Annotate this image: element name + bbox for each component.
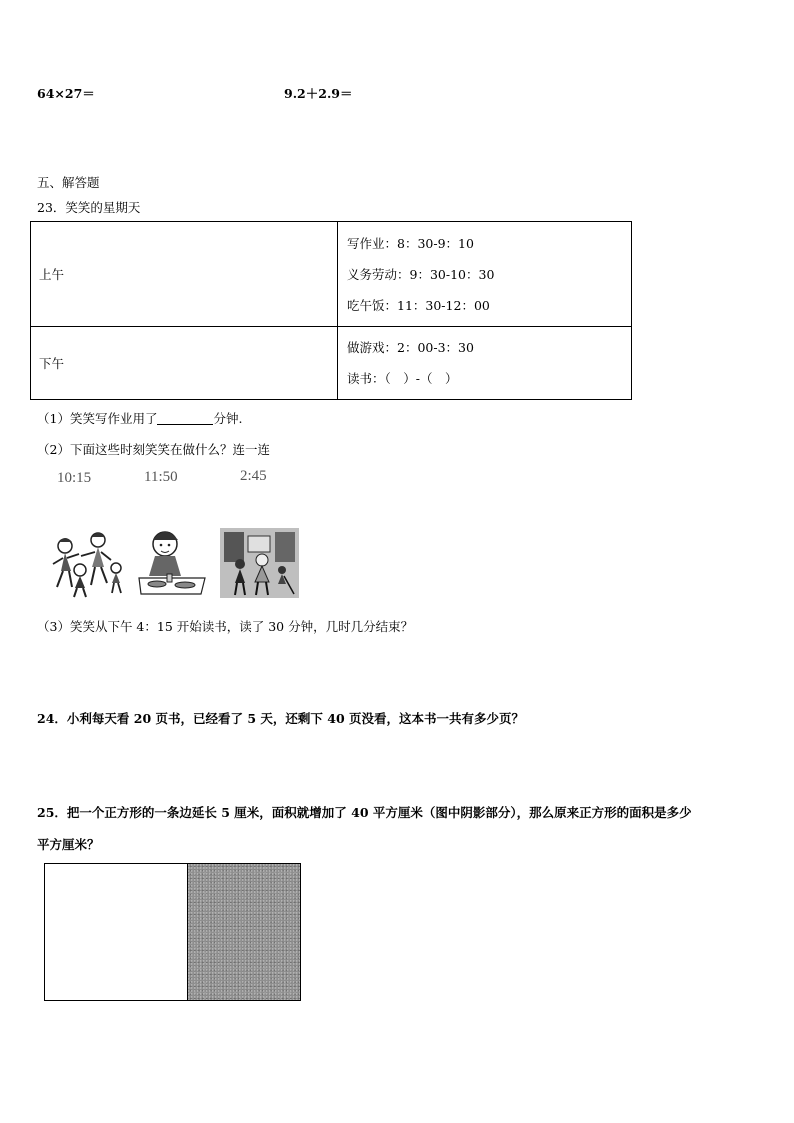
eating-lunch-image — [135, 528, 209, 598]
calc-item-2: 9.2＋2.9＝ — [284, 86, 353, 101]
q23-sub1-unit: 分钟. — [213, 411, 243, 426]
afternoon-label: 下午 — [31, 327, 338, 400]
afternoon-items — [338, 327, 632, 400]
volunteer-work-image — [220, 528, 299, 598]
time-label: 11:50 — [144, 469, 178, 485]
time-label: 2:45 — [240, 468, 267, 484]
calc-item-1: 64×27＝ — [37, 86, 95, 101]
q23-sub1 — [37, 409, 242, 427]
afternoon-item: 做游戏：2：00-3：30 — [347, 340, 474, 355]
section-title: 五、解答题 — [37, 175, 100, 190]
morning-item: 义务劳动：9：30-10：30 — [347, 266, 495, 282]
answer-blank[interactable] — [157, 412, 213, 425]
morning-item: 写作业：8：30-9：10 — [347, 235, 474, 251]
q25-text-line1: 25．把一个正方形的一条边延长 5 厘米，面积就增加了 40 平方厘米（图中阴影部分），那么原来正方形的面积是多少 — [37, 805, 692, 820]
q23-sub3: （3）笑笑从下午 4：15 开始读书，读了 30 分钟，几时几分结束？ — [37, 619, 414, 634]
original-square — [44, 863, 188, 1001]
q23-sub2: （2）下面这些时刻笑笑在做什么？连一连 — [37, 442, 270, 457]
schedule-row-afternoon — [31, 327, 632, 400]
q25-text-line2: 平方厘米？ — [37, 837, 100, 852]
time-label: 10:15 — [57, 470, 92, 486]
morning-items — [338, 222, 632, 327]
q24-text: 24．小利每天看 20 页书，已经看了 5 天，还剩下 40 页没看，这本书一共有多少页？ — [37, 711, 524, 726]
q23-title: 23．笑笑的星期天 — [37, 200, 141, 215]
morning-label: 上午 — [31, 222, 338, 327]
shaded-extension — [187, 863, 301, 1001]
schedule-row-morning — [31, 222, 632, 327]
children-playing-image — [50, 528, 128, 598]
schedule-table — [30, 221, 632, 400]
q23-sub1-text: （1）笑笑写作业用了 — [37, 411, 158, 426]
afternoon-item: 读书：（ ）-（ ） — [347, 371, 458, 386]
morning-item: 吃午饭：11：30-12：00 — [347, 297, 490, 313]
